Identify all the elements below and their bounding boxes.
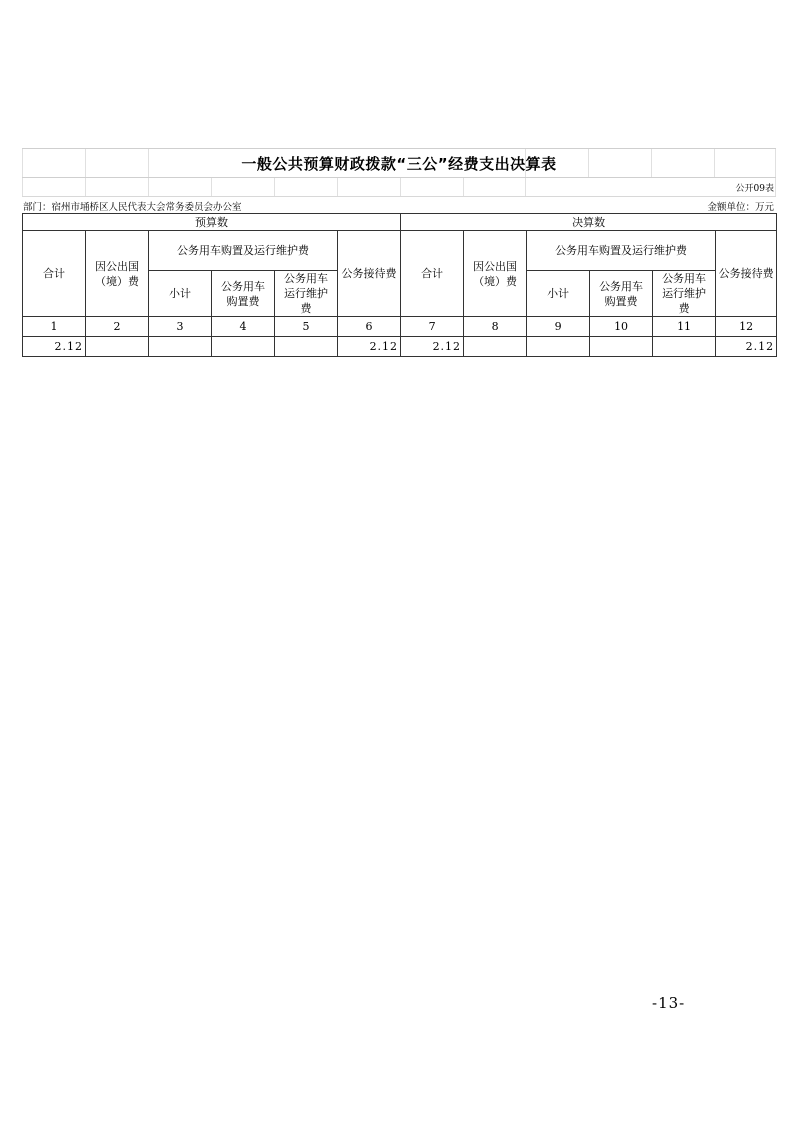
budget-reception-header: 公务接待费 xyxy=(338,231,401,317)
data-cell xyxy=(464,337,527,357)
expenditure-table xyxy=(22,213,777,357)
data-cell xyxy=(653,337,716,357)
column-number: 6 xyxy=(338,317,401,337)
report-sheet xyxy=(22,148,776,357)
report-title: 一般公共预算财政拨款“三公”经费支出决算表 xyxy=(241,155,557,173)
column-number: 5 xyxy=(275,317,338,337)
budget-vehicle-purchase-header xyxy=(212,271,275,317)
data-cell xyxy=(149,337,212,357)
data-cell: 2.12 xyxy=(716,337,777,357)
data-cell xyxy=(275,337,338,357)
final-abroad-label: 因公出国（境）费 xyxy=(473,259,518,288)
budget-subtotal-header: 小计 xyxy=(149,271,212,317)
data-cell xyxy=(212,337,275,357)
department-row xyxy=(22,196,776,213)
page-number: -13- xyxy=(652,994,686,1012)
final-vehicle-purchase-label: 公务用车购置费 xyxy=(599,279,644,308)
department-label: 部门：宿州市埇桥区人民代表大会常务委员会办公室 xyxy=(23,202,242,213)
final-total-header: 合计 xyxy=(401,231,464,317)
final-abroad-header xyxy=(464,231,527,317)
column-number: 1 xyxy=(23,317,86,337)
column-number: 4 xyxy=(212,317,275,337)
column-number: 10 xyxy=(590,317,653,337)
budget-total-header: 合计 xyxy=(23,231,86,317)
final-group-header: 决算数 xyxy=(401,214,777,231)
budget-vehicle-maintenance-label: 公务用车运行维护费 xyxy=(284,272,328,315)
table-row xyxy=(23,337,777,357)
budget-abroad-label: 因公出国（境）费 xyxy=(95,259,139,288)
title-row xyxy=(22,148,776,177)
final-vehicle-header: 公务用车购置及运行维护费 xyxy=(527,231,716,271)
column-number: 9 xyxy=(527,317,590,337)
column-number: 8 xyxy=(464,317,527,337)
budget-vehicle-purchase-label: 公务用车购置费 xyxy=(221,279,265,308)
budget-group-header: 预算数 xyxy=(23,214,401,231)
final-vehicle-maintenance-header xyxy=(653,271,716,317)
data-cell: 2.12 xyxy=(338,337,401,357)
data-cell: 2.12 xyxy=(401,337,464,357)
final-vehicle-purchase-header xyxy=(590,271,653,317)
final-reception-header: 公务接待费 xyxy=(716,231,777,317)
final-vehicle-maintenance-label: 公务用车运行维护费 xyxy=(662,272,707,315)
column-number: 3 xyxy=(149,317,212,337)
budget-abroad-header xyxy=(86,231,149,317)
form-code: 公开09表 xyxy=(735,184,774,194)
column-number: 12 xyxy=(716,317,777,337)
column-number: 11 xyxy=(653,317,716,337)
data-cell xyxy=(590,337,653,357)
data-cell: 2.12 xyxy=(23,337,86,357)
final-subtotal-header: 小计 xyxy=(527,271,590,317)
form-code-row xyxy=(22,177,776,196)
column-header-row xyxy=(23,231,777,271)
budget-vehicle-maintenance-header xyxy=(275,271,338,317)
data-cell xyxy=(86,337,149,357)
budget-vehicle-header: 公务用车购置及运行维护费 xyxy=(149,231,338,271)
column-number: 7 xyxy=(401,317,464,337)
data-cell xyxy=(527,337,590,357)
group-header-row xyxy=(23,214,777,231)
column-number: 2 xyxy=(86,317,149,337)
column-number-row xyxy=(23,317,777,337)
amount-unit: 金额单位：万元 xyxy=(707,202,774,213)
